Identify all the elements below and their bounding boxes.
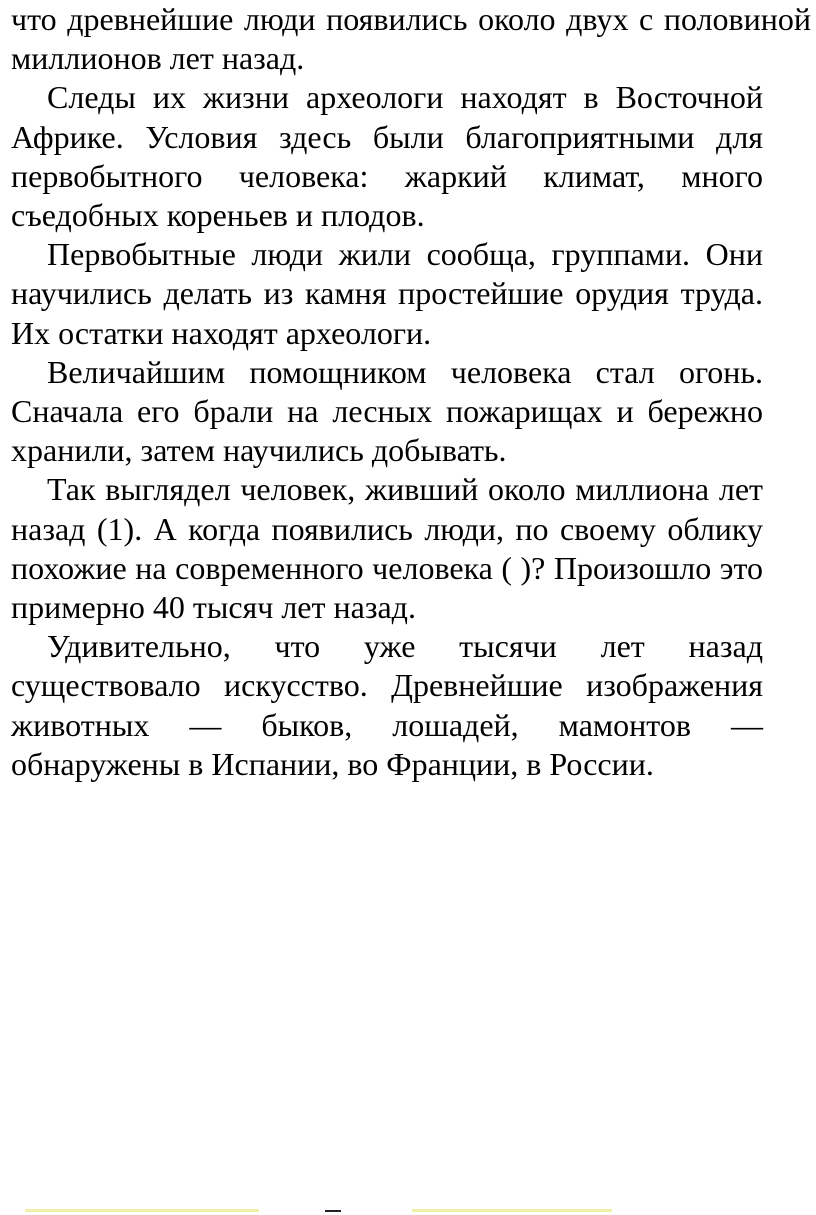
paragraph-archaeology-africa: Следы их жизни археологи находят в Восточной Африке. Условия здесь были благоприятными для первобытного человека: жаркий климат, много съедобных кореньев и плодов.: [11, 79, 763, 234]
paragraph-early-human: Так выглядел человек, живший около миллиона лет назад (1). А когда появились люди, по своему облику похожие на современного человека ( )? Произошло это примерно 40 тысяч лет назад.: [11, 471, 763, 626]
paragraph-primitive-groups: Первобытные люди жили сообща, группами. Они научились делать из камня простейшие орудия труда. Их остатки находят археологи.: [11, 236, 763, 351]
bottom-dash-mark: [325, 1210, 341, 1212]
bottom-divider-right: [412, 1209, 612, 1212]
bottom-divider-left: [25, 1209, 259, 1212]
paragraph-fire: Величайшим помощником человека стал огонь. Сначала его брали на лесных пожарищах и бережно хранили, затем научились добывать.: [11, 353, 763, 469]
paragraph-continuation: что древнейшие люди появились около двух с половиной миллионов лет назад.: [11, 1, 811, 77]
text-body: [11, 0, 811, 784]
paragraph-ancient-art: Удивительно, что уже тысячи лет назад существовало искусство. Древнейшие изображения животных — быков, лошадей, мамонтов — обнаружены в Испании, во Франции, в России.: [11, 628, 763, 782]
